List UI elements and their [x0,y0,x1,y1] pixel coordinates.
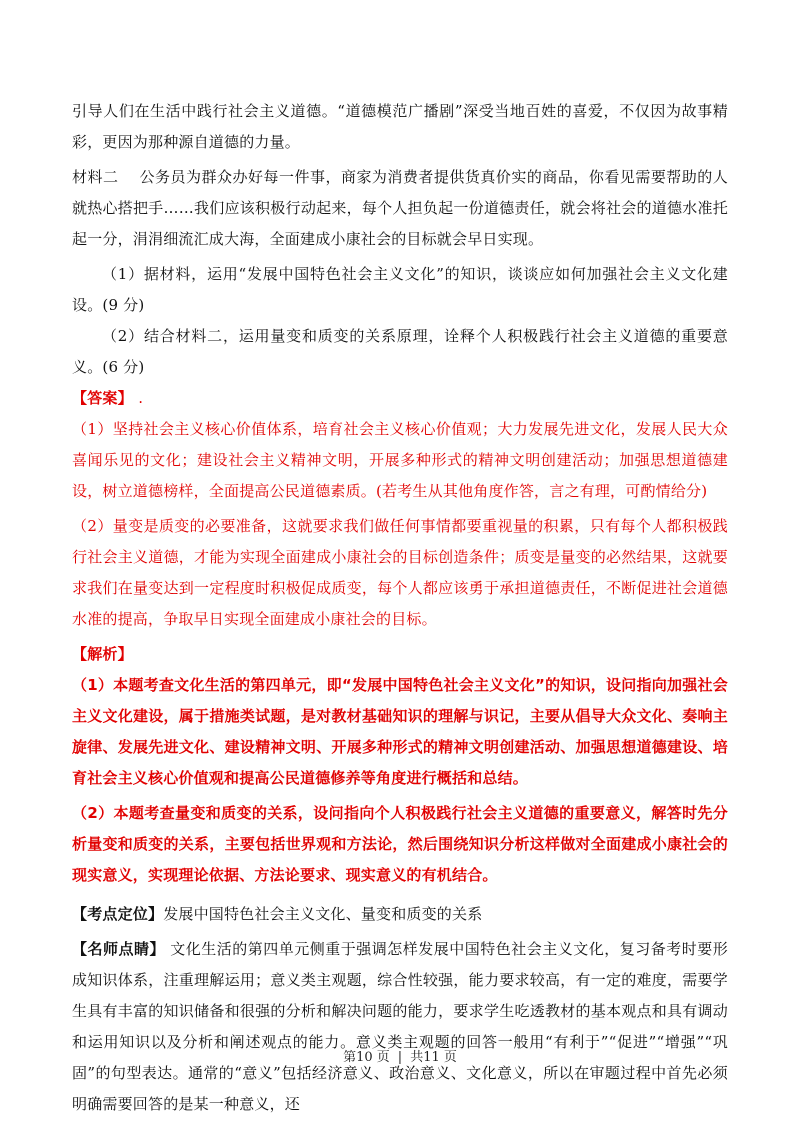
question-1: （1）据材料，运用“发展中国特色社会主义文化”的知识，谈谈应如何加强社会主义文化建设。(9 分) [72,265,728,314]
page-number: 第10 页 [343,1050,390,1065]
question-2: （2）结合材料二，运用量变和质变的关系原理，诠释个人积极践行社会主义道德的重要意义。(6 分) [72,327,728,376]
document-body [72,96,728,1120]
exam-point-tag: 【考点定位】 [72,905,164,923]
page-total: 共11 页 [410,1050,457,1065]
exam-point-text: 发展中国特色社会主义文化、量变和质变的关系 [163,905,483,923]
answer-item-2: （2）量变是质变的必要准备，这就要求我们做任何事情都要重视量的积累，只有每个人都积极践行社会主义道德，才能为实现全面建成小康社会的目标创造条件；质变是量变的必然结果，这就要求我们在量变达到一定程度时积极促成质变，每个人都应该勇于承担道德责任，不断促进社会道德水准的提高，争取早日实现全面建成小康社会的目标。 [72,517,728,628]
teacher-tip-text: 文化生活的第四单元侧重于强调怎样发展中国特色社会主义文化，复习备考时要形成知识体系，注重理解运用；意义类主观题，综合性较强，能力要求较高，有一定的难度，需要学生具有丰富的知识储备和很强的分析和解决问题的能力，要求学生吃透教材的基本观点和具有调动和运用知识以及分析和阐述观点的能力。意义类主观题的回答一般用“有利于”“促进”“增强”“巩固”的句型表达。通常的“意义”包括经济意义、政治意义、文化意义，所以在审题过程中首先必须明确需要回答的是某一种意义，还 [72,940,729,1113]
answer-mark: . [138,389,144,407]
answer-tag: 【答案】 [72,389,133,407]
page-footer [0,1046,800,1065]
material2-label: 材料二 [72,168,119,186]
footer-separator: | [397,1050,403,1065]
exam-point-paragraph [72,899,728,930]
teacher-tip-tag: 【名师点睛】 [72,940,166,958]
material2-paragraph [72,162,728,255]
analysis-item-1: （1）本题考查文化生活的第四单元，即“发展中国特色社会主义文化”的知识，设问指向加强社会主义文化建设，属于措施类试题，是对教材基础知识的理解与识记，主要从倡导大众文化、奏响主旋律、发展先进文化、建设精神文明、开展多种形式的精神文明创建活动、加强思想道德建设、培育社会主义核心价值观和提高公民道德修养等角度进行概括和总结。 [72,676,728,787]
analysis-heading: 【解析】 [72,645,133,663]
answer-item-1: （1）坚持社会主义核心价值体系，培育社会主义核心价值观；大力发展先进文化，发展人民大众喜闻乐见的文化；建设社会主义精神文明，开展多种形式的精神文明创建活动；加强思想道德建设，树立道德榜样，全面提高公民道德素质。(若考生从其他角度作答，言之有理，可酌情给分) [72,420,728,500]
material2-text: 公务员为群众办好每一件事，商家为消费者提供货真价实的商品，你看见需要帮助的人就热心搭把手……我们应该积极行动起来，每个人担负起一份道德责任，就会将社会的道德水准托起一分，涓涓细流汇成大海，全面建成小康社会的目标就会早日实现。 [72,168,728,248]
analysis-item-2: （2）本题考查量变和质变的关系，设问指向个人积极践行社会主义道德的重要意义，解答时先分析量变和质变的关系，主要包括世界观和方法论，然后围绕知识分析这样做对全面建成小康社会的现实意义，实现理论依据、方法论要求、现实意义的有机结合。 [72,804,728,884]
teacher-tip-paragraph [72,934,728,1120]
answer-heading [72,383,728,414]
intro-paragraph: 引导人们在生活中践行社会主义道德。“道德模范广播剧”深受当地百姓的喜爱，不仅因为故事精彩，更因为那种源自道德的力量。 [72,102,728,151]
